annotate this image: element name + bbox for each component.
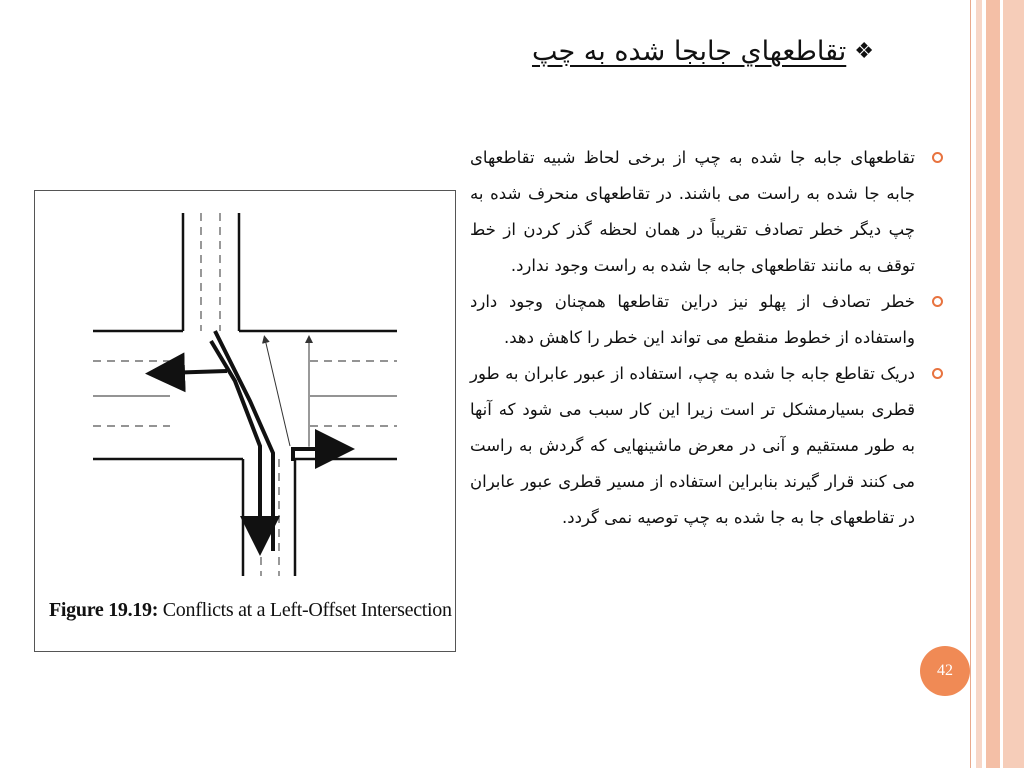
border-line	[970, 0, 971, 768]
border-stripe	[1003, 0, 1024, 768]
ring-bullet-icon	[932, 152, 943, 163]
caption-label: Figure 19.19:	[49, 599, 159, 621]
bullet-item	[470, 356, 945, 536]
conflict-arrow	[265, 339, 290, 446]
page-number-badge: 42	[920, 646, 970, 696]
bullet-item	[470, 140, 945, 284]
ring-bullet-icon	[932, 296, 943, 307]
bullet-item	[470, 284, 945, 356]
bullet-list	[470, 140, 945, 536]
bullet-text: تقاطعهای جابه جا شده به چپ از برخی لحاظ شبیه تقاطعهای جابه جا شده به راست می باشند. در تقاطعهای منحرف شده به چپ دیگر خطر تصادف تقریباً در همان لحظه گذر کردن از خط توقف به مانند تقاطعهای جابه جا شده به راست وجود ندارد.	[470, 148, 915, 275]
ring-bullet-icon	[932, 368, 943, 379]
diamond-bullet-icon: ❖	[854, 39, 874, 64]
intersection-figure	[34, 190, 456, 652]
bullet-text: دریک تقاطع جابه جا شده به چپ، استفاده از عبور عابران به طور قطری بسیارمشکل تر است زیرا این کار سبب می شود که آنها به طور مستقیم و آنی در معرض ماشینهایی که گردش به راست می کنند قرار گیرند بنابراین استفاده از مسیر قطری عبور عابران در تقاطعهای جا به جا شده به چپ توصیه نمی گردد.	[470, 364, 915, 527]
border-stripe	[986, 0, 1000, 768]
intersection-diagram	[35, 191, 455, 651]
slide-title: تقاطعهاي جابجا شده به چپ	[531, 36, 847, 67]
movement-arrow	[165, 371, 227, 373]
figure-caption	[49, 599, 452, 622]
slide-title-area	[532, 36, 874, 67]
bullet-text: خطر تصادف از پهلو نیز دراین تقاطعها همچنان وجود دارد واستفاده از خطوط منقطع می تواند این خطر را کاهش دهد.	[470, 292, 915, 347]
caption-text: Conflicts at a Left-Offset Intersection	[162, 599, 452, 621]
